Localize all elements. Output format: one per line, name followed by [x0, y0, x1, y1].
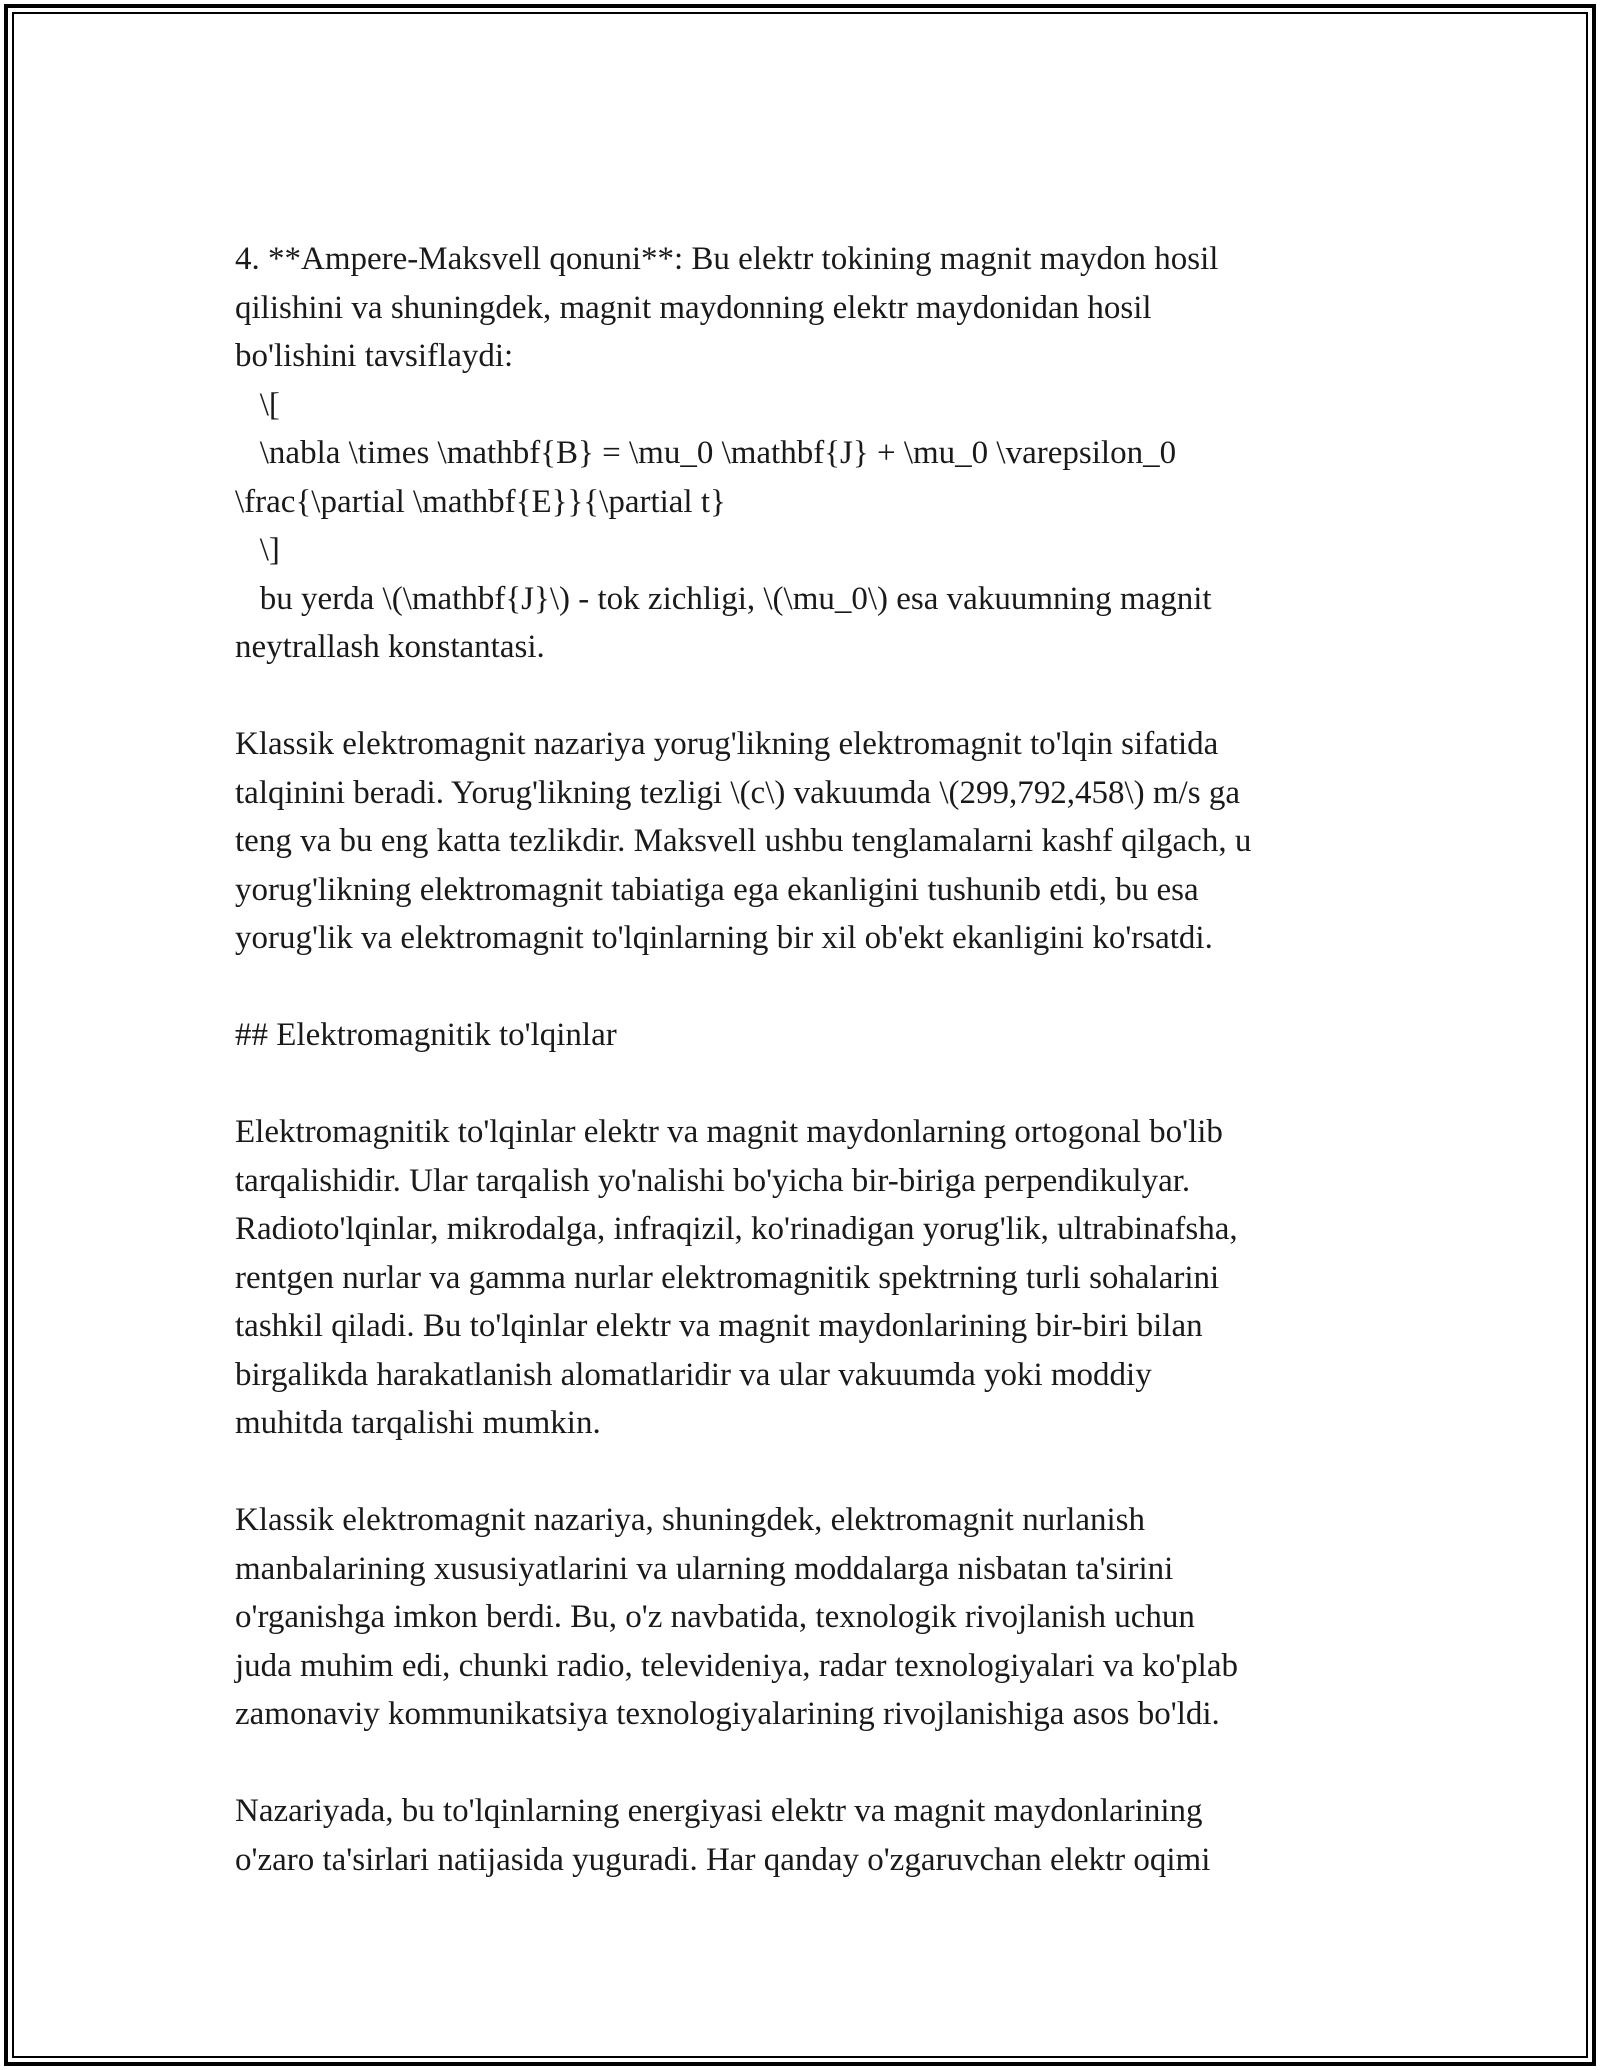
text-line: o'rganishga imkon berdi. Bu, o'z navbatida, texnologik rivojlanish uchun: [235, 1599, 1195, 1635]
text-line: birgalikda harakatlanish alomatlaridir va ular vakuumda yoki moddiy: [235, 1356, 1152, 1393]
paragraph-gap: [235, 1060, 1375, 1109]
paragraph-wave-energy: [235, 1787, 1375, 1884]
text-line: Radioto'lqinlar, mikrodalga, infraqizil, ko'rinadigan yorug'lik, ultrabinafsha,: [235, 1211, 1238, 1247]
text-line: Elektromagnitik to'lqinlar elektr va magnit maydonlarning ortogonal bo'lib: [235, 1114, 1223, 1150]
text-line: yorug'lik va elektromagnit to'lqinlarning bir xil ob'ekt ekanligini ko'rsatdi.: [235, 920, 1213, 956]
paragraph-gap: [235, 963, 1375, 1012]
equation-line: \frac{\partial \mathbf{E}}{\partial t}: [235, 483, 726, 520]
paragraph-ampere-maxwell: [235, 235, 1375, 672]
text-line: 4. **Ampere-Maksvell qonuni**: Bu elektr tokining magnit maydon hosil: [235, 241, 1219, 277]
section-heading: [235, 1011, 1375, 1060]
text-line: Klassik elektromagnit nazariya, shuningdek, elektromagnit nurlanish: [235, 1502, 1146, 1538]
text-line: rentgen nurlar va gamma nurlar elektromagnitik spektrning turli sohalarini: [235, 1259, 1220, 1296]
text-line: Nazariyada, bu to'lqinlarning energiyasi elektr va magnit maydonlarining: [235, 1793, 1203, 1829]
text-line: neytrallash konstantasi.: [235, 629, 545, 665]
paragraph-em-waves: [235, 1108, 1375, 1448]
text-line: bo'lishini tavsiflaydi:: [235, 338, 514, 374]
paragraph-radiation-sources: [235, 1496, 1375, 1739]
heading-line: ## Elektromagnitik to'lqinlar: [235, 1017, 617, 1053]
text-line: talqinini beradi. Yorug'likning tezligi \(c\) vakuumda \(299,792,458\) m/s ga: [235, 774, 1240, 811]
text-line: tashkil qiladi. Bu to'lqinlar elektr va magnit maydonlarining bir-biri bilan: [235, 1308, 1203, 1344]
paragraph-light-theory: [235, 720, 1375, 963]
text-line: tarqalishidir. Ular tarqalish yo'nalishi bo'yicha bir-biriga perpendikulyar.: [235, 1162, 1191, 1199]
document-body: [235, 235, 1375, 1884]
paragraph-gap: [235, 1448, 1375, 1497]
text-line: o'zaro ta'sirlari natijasida yuguradi. Har qanday o'zgaruvchan elektr oqimi: [235, 1841, 1211, 1878]
text-line: muhitda tarqalishi mumkin.: [235, 1405, 601, 1441]
equation-line: \]: [235, 532, 280, 568]
text-line: yorug'likning elektromagnit tabiatiga ega ekanligini tushunib etdi, bu esa: [235, 871, 1199, 908]
text-line: juda muhim edi, chunki radio, televideniya, radar texnologiyalari va ko'plab: [235, 1647, 1238, 1684]
paragraph-gap: [235, 672, 1375, 721]
text-line: qilishini va shuningdek, magnit maydonning elektr maydonidan hosil: [235, 289, 1152, 326]
text-line: manbalarining xususiyatlarini va ularning moddalarga nisbatan ta'sirini: [235, 1550, 1174, 1587]
text-line: zamonaviy kommunikatsiya texnologiyalarining rivojlanishiga asos bo'ldi.: [235, 1696, 1220, 1732]
text-line: teng va bu eng katta tezlikdir. Maksvell ushbu tenglamalarni kashf qilgach, u: [235, 823, 1252, 859]
equation-line: \nabla \times \mathbf{B} = \mu_0 \mathbf{J} + \mu_0 \varepsilon_0: [235, 435, 1177, 471]
equation-line: \[: [235, 386, 280, 423]
text-line: Klassik elektromagnit nazariya yorug'likning elektromagnit to'lqin sifatida: [235, 726, 1219, 762]
paragraph-gap: [235, 1739, 1375, 1788]
text-line: bu yerda \(\mathbf{J}\) - tok zichligi, \(\mu_0\) esa vakuumning magnit: [235, 580, 1212, 617]
